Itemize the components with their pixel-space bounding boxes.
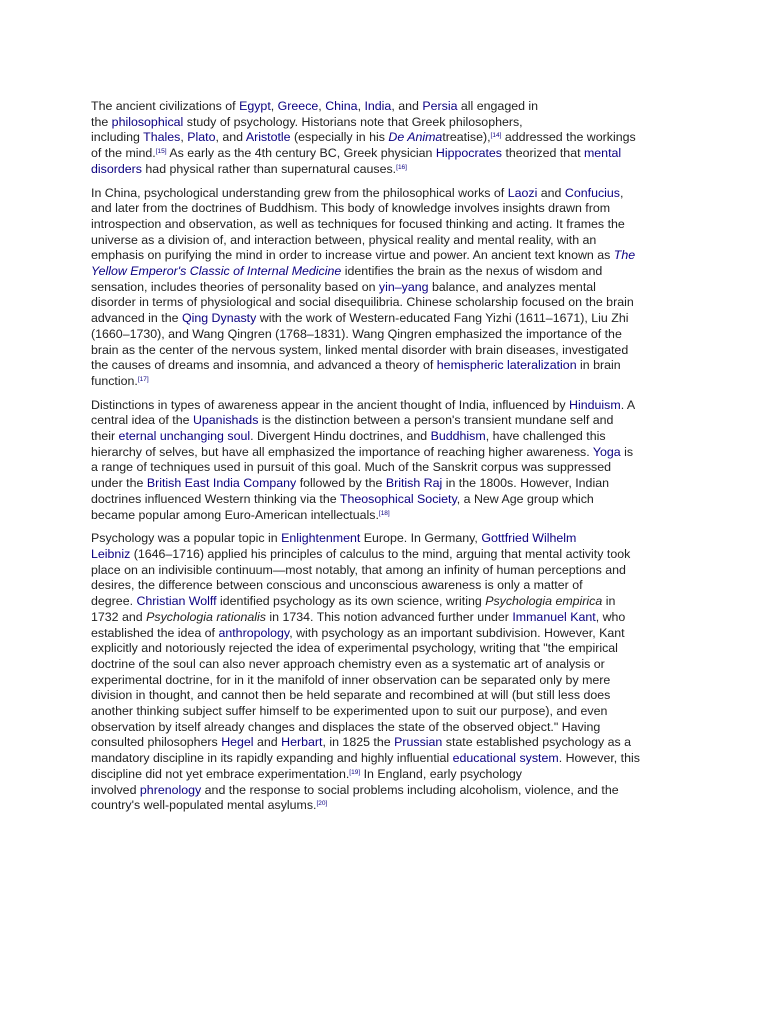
article-link[interactable]: hemispheric lateralization [436,358,577,373]
body-text: (1646–1716) applied his principles of calculus to the mind, arguing that mental activity took [130,546,631,561]
body-text: brain as the center of the nervous system, linked mental disorder with brain diseases, investigated [91,342,629,357]
body-text: discipline did not yet embrace experimentation. [91,766,350,781]
body-text: involved [91,782,140,797]
body-text: had physical rather than supernatural causes. [141,161,397,176]
body-text: . Divergent Hindu doctrines, and [250,429,431,444]
article-link[interactable]: China [325,99,358,113]
text-line [91,460,677,476]
body-text: in [602,594,616,609]
body-text: all engaged in [457,99,539,113]
article-link[interactable]: Yoga [592,444,621,459]
text-line [91,594,677,610]
text-line [91,563,677,579]
article-link[interactable]: eternal unchanging soul [118,429,251,444]
body-text: 1732 and [91,609,147,624]
text-line [91,735,677,751]
body-text: , have challenged this [485,429,606,444]
body-text: introspection and observation, as well as techniques for focused thinking and acting. It frames the [91,216,625,231]
article-link[interactable]: Aristotle [245,130,291,145]
body-text: , [318,99,326,113]
body-text: balance, and analyzes mental [428,279,596,294]
text-line [91,115,677,131]
paragraph [91,531,677,814]
body-text: hierarchy of selves, but have all emphasized the importance of reaching higher awareness. [91,444,593,459]
text-line [91,767,677,783]
text-line [91,413,677,429]
citation-link[interactable]: [16] [396,163,407,171]
text-line [91,186,677,202]
article-link[interactable]: Hinduism [569,397,621,412]
article-link[interactable]: Greece [277,99,319,113]
article-link[interactable]: Leibniz [91,546,131,561]
body-text: treatise), [442,130,491,145]
text-line [91,508,677,524]
body-text: identified psychology as its own science, writing [216,594,486,609]
text-line [91,641,677,657]
body-text: In China, psychological understanding grew from the philosophical works of [91,185,508,200]
body-text: the causes of dreams and insomnia, and advanced a theory of [91,358,437,373]
article-link[interactable]: phrenology [139,782,202,797]
article-link[interactable]: educational system [452,751,559,766]
text-line [91,429,677,445]
body-text: division in thought, and cannot then be held separate and recombined at will (but still less does [91,688,611,703]
article-link[interactable]: Hegel [221,735,254,750]
body-text: observation by itself already changes and displaces the state of the observed object." Having [91,719,601,734]
body-text: , and [215,130,246,145]
text-line [91,374,677,390]
article-link[interactable]: Yellow Emperor's Classic of Internal Medicine [91,264,342,279]
text-line [91,445,677,461]
text-line [91,673,677,689]
text-line [91,610,677,626]
article-link[interactable]: Persia [422,99,458,113]
text-line [91,547,677,563]
body-text: , [357,99,365,113]
body-text: theorized that [502,146,584,161]
body-text: in 1734. This notion advanced further under [265,609,513,624]
body-text: and [253,735,282,750]
body-text: with the work of Western-educated Fang Yizhi (1611–1671), Liu Zhi [256,311,629,326]
text-line [91,295,677,311]
article-link[interactable]: Herbart [281,735,323,750]
text-line [91,280,677,296]
article-link[interactable]: Laozi [507,185,538,200]
text-line [91,217,677,233]
paragraph [91,99,677,178]
text-line [91,233,677,249]
body-text: their [91,429,119,444]
body-text: , and [391,99,423,113]
body-text: (1660–1730), and Wang Qingren (1768–1831). Wang Qingren emphasized the importance of the [91,326,622,341]
article-link[interactable]: mental [583,146,622,161]
body-text: (especially in his [290,130,389,145]
body-text: study of psychology. Historians note that Greek philosophers, [183,114,523,129]
body-text: experimental doctrine, for in it the manifold of inner observation can be separated only by mere [91,672,611,687]
body-text: , who [595,609,626,624]
body-text: of the mind. [91,146,156,161]
body-text: including [91,130,144,145]
body-text: , [180,130,188,145]
body-text: another thinking subject suffer himself to be experimented upon to suit our purpose), and even [91,704,608,719]
article-link[interactable]: yin–yang [378,279,429,294]
article-link[interactable]: disorders [91,161,142,176]
article-body [91,99,677,822]
body-text: universe as a division of, and interaction between, physical reality and mental reality, with an [91,232,597,247]
body-text: . However, this [558,751,640,766]
text-line [91,688,677,704]
body-text: state established psychology as a [442,735,632,750]
citation-link[interactable]: [15] [155,148,167,156]
article-link[interactable]: Plato [187,130,216,145]
body-text: place on an indivisible continuum—most notably, that among an infinity of human perceptions and [91,562,626,577]
citation-link[interactable]: [18] [378,509,390,517]
article-link[interactable]: Enlightenment [281,531,361,546]
article-link[interactable]: Upanishads [192,413,259,428]
text-line [91,248,677,264]
body-text: and [537,185,565,200]
body-text: central idea of the [91,413,193,428]
body-text: identifies the brain as the nexus of wisdom and [341,264,603,279]
article-link[interactable]: Gottfried Wilhelm [481,531,577,546]
text-line [91,358,677,374]
body-text: doctrines influenced Western thinking via the [91,491,340,506]
body-text: is [620,444,634,459]
body-text: addressed the workings [501,130,636,145]
body-text: Europe. In Germany, [360,531,482,546]
paragraph [91,398,677,524]
body-text: followed by the [296,476,386,491]
text-line [91,311,677,327]
body-text: desires, the difference between conscious and unconscious awareness is only a matter of [91,578,583,593]
article-link[interactable]: Immanuel Kant [512,609,596,624]
article-link[interactable]: Buddhism [430,429,486,444]
text-line [91,492,677,508]
text-line [91,626,677,642]
text-line [91,327,677,343]
text-line [91,146,677,162]
article-link[interactable]: Christian Wolff [136,594,217,609]
text-line [91,751,677,767]
text-line [91,99,677,115]
text-line [91,704,677,720]
article-link[interactable]: anthropology [218,625,290,640]
body-text: , [270,99,278,113]
text-line [91,578,677,594]
body-text: . A [620,397,636,412]
article-link[interactable]: Thales [143,130,181,145]
body-text: country's well-populated mental asylums. [91,798,317,813]
text-line [91,201,677,217]
body-text: , [620,185,624,200]
text-line [91,531,677,547]
body-text: mandatory discipline in its rapidly expanding and highly influential [91,751,453,766]
italic-text: Psychologia empirica [485,594,603,609]
text-line [91,398,677,414]
body-text: disorder in terms of physiological and social disequilibria. Chinese scholarship focused on the brain [91,295,634,310]
article-link[interactable]: Prussian [394,735,443,750]
article-link[interactable]: India [364,99,392,113]
body-text: a range of techniques used in pursuit of this goal. Much of the Sanskrit corpus was suppressed [91,460,612,475]
body-text: and later from the doctrines of Buddhism. This body of knowledge involves insights drawn from [91,201,611,216]
body-text: Psychology was a popular topic in [91,531,282,546]
body-text: explicitly and notoriously rejected the idea of experimental psychology, writing that "the empirical [91,641,618,656]
text-line [91,476,677,492]
body-text: sensation, includes theories of personality based on [91,279,379,294]
body-text: advanced in the [91,311,182,326]
body-text: function. [91,373,138,388]
citation-link[interactable]: [19] [349,768,361,776]
body-text: is the distinction between a person's transient mundane self and [258,413,614,428]
citation-link[interactable]: [14] [490,132,502,140]
body-text: , a New Age group which [456,491,594,506]
text-line [91,783,677,799]
body-text: Distinctions in types of awareness appear in the ancient thought of India, influenced by [91,397,570,412]
body-text: under the [91,476,147,491]
text-line [91,343,677,359]
body-text: established the idea of [91,625,219,640]
body-text: in brain [576,358,621,373]
article-link[interactable]: Hippocrates [435,146,502,161]
article-link[interactable]: Qing Dynasty [181,311,257,326]
body-text: , with psychology as an important subdivision. However, Kant [289,625,625,640]
article-link[interactable]: British Raj [385,476,443,491]
body-text: In England, early psychology [360,766,522,781]
body-text: , in 1825 the [322,735,395,750]
body-text: and the response to social problems including alcoholism, violence, and the [201,782,619,797]
body-text: in the 1800s. However, Indian [442,476,609,491]
citation-link[interactable]: [17] [137,375,149,383]
body-text: became popular among Euro-American intellectuals. [91,507,379,522]
body-text: emphasis on purifying the mind in order to increase virtue and power. An ancient text known as [91,248,614,263]
body-text: consulted philosophers [91,735,222,750]
body-text: degree. [91,594,137,609]
text-line [91,264,677,280]
citation-link[interactable]: [20] [316,800,328,808]
paragraph [91,186,677,390]
body-text: The ancient civilizations of [91,99,240,113]
italic-text: Psychologia rationalis [146,609,266,624]
text-line [91,162,677,178]
text-line [91,130,677,146]
article-link[interactable]: De Anima [388,130,443,145]
body-text: As early as the 4th century BC, Greek physician [166,146,436,161]
article-link[interactable]: British East India Company [146,476,297,491]
text-line [91,657,677,673]
body-text: the [91,114,112,129]
text-line [91,720,677,736]
body-text: doctrine of the soul can also never approach chemistry even as a systematic art of analysis or [91,656,605,671]
article-link[interactable]: Theosophical Society [339,491,457,506]
article-link[interactable]: The [613,248,636,263]
article-link[interactable]: Confucius [564,185,620,200]
text-line [91,798,677,814]
article-link[interactable]: Egypt [239,99,271,113]
article-link[interactable]: philosophical [111,114,184,129]
